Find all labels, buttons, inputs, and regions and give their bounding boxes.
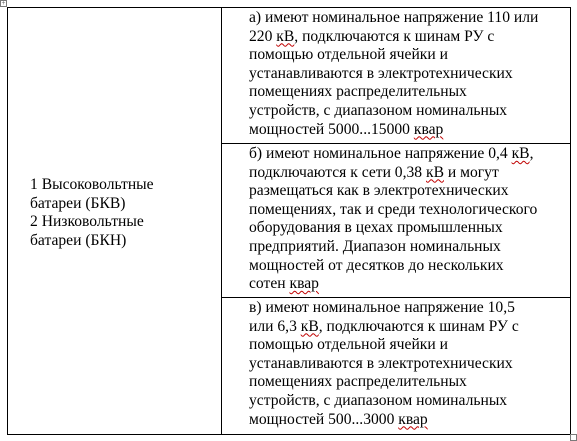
option-b-line: предприятий. Диапазон номинальных: [249, 237, 501, 255]
option-b-line: оборудования в цехах промышленных: [249, 219, 503, 237]
option-b-line: сотен квар: [249, 275, 319, 293]
option-a-line: помещениях распределительных: [249, 83, 467, 101]
option-b-line: размещаться как в электротехнических: [249, 182, 509, 200]
battery-types-line: батареи (БКН): [30, 231, 127, 249]
option-a-line: устройств, с диапазоном номинальных: [249, 101, 508, 119]
battery-types-line: 2 Низковольтные: [30, 213, 144, 231]
option-c-line: устанавливаются в электротехнических: [249, 354, 513, 372]
battery-types-cell: [30, 176, 220, 250]
option-a-line: помощью отдельной ячейки и: [249, 46, 448, 64]
table-border-top: [7, 7, 571, 8]
table-resize-handle-icon[interactable]: [570, 434, 577, 441]
column-divider: [221, 7, 222, 435]
option-c-line: помощью отдельной ячейки и: [249, 336, 448, 354]
option-b-cell: [249, 145, 569, 294]
option-c-line: или 6,3 кВ, подключаются к шинам РУ с: [249, 317, 519, 335]
battery-types-line: 1 Высоковольтные: [30, 176, 154, 193]
battery-types-line: батареи (БКВ): [30, 194, 126, 212]
row-divider-2: [221, 297, 571, 298]
option-c-line: в) имеют номинальное напряжение 10,5: [249, 299, 515, 316]
option-c-line: помещениях распределительных: [249, 373, 467, 391]
option-a-line: а) имеют номинальное напряжение 110 или: [249, 9, 539, 26]
option-a-cell: [249, 9, 569, 139]
table-border-right: [570, 7, 571, 435]
table-move-handle-icon[interactable]: +: [1, 0, 6, 7]
option-a-line: устанавливаются в электротехнических: [249, 64, 513, 82]
table-border-left: [7, 7, 8, 435]
option-c-line: устройств, с диапазоном номинальных: [249, 391, 508, 409]
option-a-line: 220 кВ, подключаются к шинам РУ с: [249, 27, 495, 45]
table-border-bottom: [7, 434, 571, 435]
row-divider-1: [221, 143, 571, 144]
option-b-line: мощностей от десятков до нескольких: [249, 256, 504, 274]
option-a-line: мощностей 5000...15000 квар: [249, 120, 444, 138]
option-b-line: помещениях, так и среди технологического: [249, 200, 538, 218]
option-b-line: подключаются к сети 0,38 кВ и могут: [249, 163, 499, 181]
option-c-line: мощностей 500...3000 квар: [249, 410, 428, 428]
option-b-line: б) имеют номинальное напряжение 0,4 кВ,: [249, 145, 534, 162]
option-c-cell: [249, 299, 569, 429]
